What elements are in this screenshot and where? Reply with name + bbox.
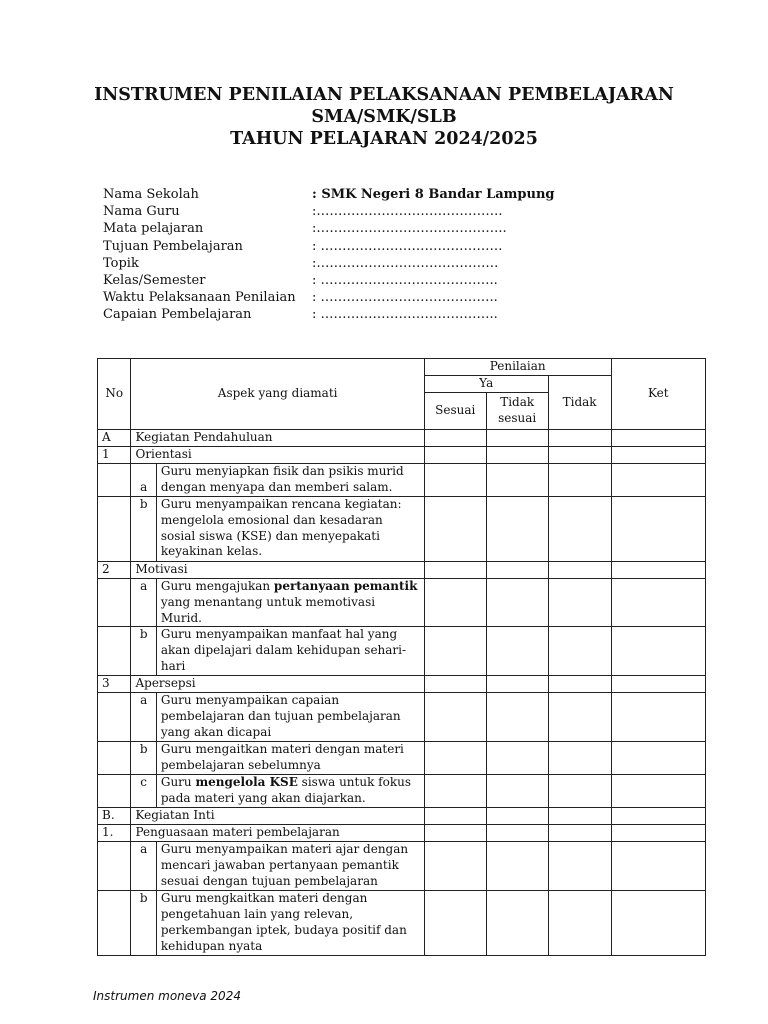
- cell-ket[interactable]: [611, 742, 705, 775]
- cell-ket[interactable]: [611, 891, 705, 955]
- row-no-empty: [98, 775, 131, 808]
- cell-tidak-sesuai[interactable]: [486, 775, 548, 808]
- table-row: [98, 825, 706, 842]
- assessment-table: [97, 358, 706, 956]
- cell-ket[interactable]: [611, 497, 705, 562]
- row-no: 1: [98, 447, 131, 464]
- cell-sesuai[interactable]: [424, 808, 486, 825]
- aspect-text-bold: pertanyaan pemantik: [273, 579, 418, 593]
- cell-tidak[interactable]: [548, 464, 611, 497]
- cell-sesuai[interactable]: [424, 693, 486, 742]
- row-no-empty: [98, 464, 131, 497]
- info-value: :……………………………………..: [312, 221, 507, 237]
- row-no-empty: [98, 627, 131, 676]
- cell-tidak[interactable]: [548, 430, 611, 447]
- cell-tidak-sesuai[interactable]: [486, 808, 548, 825]
- cell-ket[interactable]: [611, 627, 705, 676]
- cell-tidak-sesuai[interactable]: [486, 464, 548, 497]
- info-row-teacher: [103, 203, 554, 220]
- header-ket: Ket: [611, 359, 705, 430]
- cell-sesuai[interactable]: [424, 447, 486, 464]
- cell-tidak[interactable]: [548, 775, 611, 808]
- table-row: [98, 676, 706, 693]
- cell-ket[interactable]: [611, 842, 705, 891]
- info-label: Mata pelajaran: [103, 221, 204, 237]
- cell-tidak-sesuai[interactable]: [486, 891, 548, 955]
- info-row-subject: [103, 220, 554, 237]
- cell-tidak[interactable]: [548, 842, 611, 891]
- row-no-empty: [98, 842, 131, 891]
- cell-tidak[interactable]: [548, 693, 611, 742]
- table-row: [98, 447, 706, 464]
- cell-ket[interactable]: [611, 562, 705, 579]
- cell-tidak-sesuai[interactable]: [486, 676, 548, 693]
- cell-tidak[interactable]: [548, 808, 611, 825]
- cell-sesuai[interactable]: [424, 562, 486, 579]
- aspect-text: Guru menyampaikan rencana kegiatan: mengelola emosional dan kesadaran sosial siswa (KSE) dan menyepakati keyakinan kelas.: [156, 497, 424, 562]
- header-no: No: [98, 359, 131, 430]
- row-no: 1.: [98, 825, 131, 842]
- cell-ket[interactable]: [611, 579, 705, 627]
- table-row: [98, 579, 706, 627]
- table-row: [98, 464, 706, 497]
- table-row: [98, 693, 706, 742]
- cell-sesuai[interactable]: [424, 842, 486, 891]
- aspect-text-post: siswa untuk fokus pada materi yang akan diajarkan.: [160, 775, 411, 806]
- info-value: : …………………………………..: [312, 307, 498, 323]
- table-row: [98, 430, 706, 447]
- cell-tidak[interactable]: [548, 497, 611, 562]
- info-row-school: [103, 186, 554, 203]
- header-tidak: Tidak: [548, 376, 611, 430]
- info-label: Capaian Pembelajaran: [103, 307, 252, 323]
- row-no: B.: [98, 808, 131, 825]
- cell-tidak-sesuai[interactable]: [486, 627, 548, 676]
- page-footer: Instrumen moneva 2024: [93, 989, 241, 1003]
- info-row-achievement: [103, 306, 554, 323]
- section-title: Orientasi: [131, 447, 424, 464]
- aspect-text: Guru mengkaitkan materi dengan pengetahuan lain yang relevan, perkembangan iptek, budaya positif dan kehidupan nyata: [156, 891, 424, 955]
- info-value: : …………………………………..: [312, 290, 498, 306]
- row-no: A: [98, 430, 131, 447]
- row-no-empty: [98, 693, 131, 742]
- section-title: Kegiatan Inti: [131, 808, 424, 825]
- aspect-text: Guru menyampaikan manfaat hal yang akan dipelajari dalam kehidupan sehari-hari: [156, 627, 424, 676]
- info-label: Waktu Pelaksanaan Penilaian: [103, 290, 296, 306]
- header-tidak-sesuai: Tidak sesuai: [486, 393, 548, 430]
- cell-tidak[interactable]: [548, 447, 611, 464]
- cell-sesuai[interactable]: [424, 430, 486, 447]
- row-letter: a: [131, 464, 156, 497]
- row-letter: b: [131, 891, 156, 955]
- cell-sesuai[interactable]: [424, 579, 486, 627]
- table-row: [98, 775, 706, 808]
- row-no: 3: [98, 676, 131, 693]
- cell-tidak-sesuai[interactable]: [486, 497, 548, 562]
- row-letter: b: [131, 627, 156, 676]
- cell-sesuai[interactable]: [424, 627, 486, 676]
- row-letter: b: [131, 742, 156, 775]
- row-no-empty: [98, 742, 131, 775]
- header-sesuai: Sesuai: [424, 393, 486, 430]
- cell-ket[interactable]: [611, 464, 705, 497]
- cell-ket[interactable]: [611, 825, 705, 842]
- aspect-text: Guru menyampaikan materi ajar dengan mencari jawaban pertanyaan pemantik sesuai dengan tujuan pembelajaran: [156, 842, 424, 891]
- cell-ket[interactable]: [611, 447, 705, 464]
- header-aspek: Aspek yang diamati: [131, 359, 424, 430]
- cell-sesuai[interactable]: [424, 676, 486, 693]
- info-row-objective: [103, 238, 554, 255]
- cell-tidak[interactable]: [548, 627, 611, 676]
- table-row: [98, 842, 706, 891]
- cell-ket[interactable]: [611, 430, 705, 447]
- info-value: :……………………………………: [312, 255, 499, 271]
- aspect-text-bold: mengelola KSE: [195, 775, 298, 790]
- cell-sesuai[interactable]: [424, 742, 486, 775]
- cell-tidak-sesuai[interactable]: [486, 562, 548, 579]
- cell-ket[interactable]: [611, 693, 705, 742]
- document-title: [0, 84, 768, 150]
- table-row: [98, 742, 706, 775]
- row-letter: b: [131, 497, 156, 562]
- aspect-text: Guru mengaitkan materi dengan materi pembelajaran sebelumnya: [156, 742, 424, 775]
- row-letter: a: [131, 579, 156, 627]
- title-line-2: SMA/SMK/SLB: [311, 107, 457, 127]
- cell-tidak-sesuai[interactable]: [486, 842, 548, 891]
- section-title: Motivasi: [131, 562, 424, 579]
- info-value: :…………………………………….: [312, 204, 503, 220]
- aspect-text: Guru menyampaikan capaian pembelajaran dan tujuan pembelajaran yang akan dicapai: [156, 693, 424, 742]
- cell-tidak-sesuai[interactable]: [486, 693, 548, 742]
- info-label: Nama Guru: [103, 204, 180, 220]
- info-label: Kelas/Semester: [103, 273, 206, 289]
- cell-sesuai[interactable]: [424, 464, 486, 497]
- cell-tidak-sesuai[interactable]: [486, 447, 548, 464]
- table-row: [98, 562, 706, 579]
- cell-tidak-sesuai[interactable]: [486, 430, 548, 447]
- aspect-text: Guru menyiapkan fisik dan psikis murid dengan menyapa dan memberi salam.: [156, 464, 424, 497]
- info-label: Nama Sekolah: [103, 187, 199, 202]
- cell-tidak[interactable]: [548, 562, 611, 579]
- info-label: Tujuan Pembelajaran: [103, 238, 243, 254]
- table-row: [98, 497, 706, 562]
- row-no-empty: [98, 891, 131, 955]
- row-letter: c: [131, 775, 156, 808]
- cell-ket[interactable]: [611, 676, 705, 693]
- cell-sesuai[interactable]: [424, 891, 486, 955]
- cell-tidak[interactable]: [548, 825, 611, 842]
- table-row: [98, 627, 706, 676]
- cell-tidak[interactable]: [548, 891, 611, 955]
- aspect-text: [156, 579, 424, 627]
- section-title: Apersepsi: [131, 676, 424, 693]
- cell-sesuai[interactable]: [424, 825, 486, 842]
- section-title: Kegiatan Pendahuluan: [131, 430, 424, 447]
- header-penilaian: Penilaian: [424, 359, 611, 376]
- cell-tidak-sesuai[interactable]: [486, 742, 548, 775]
- cell-ket[interactable]: [611, 775, 705, 808]
- row-no-empty: [98, 497, 131, 562]
- row-no-empty: [98, 579, 131, 627]
- row-letter: a: [131, 693, 156, 742]
- info-value: : ……………………………………: [312, 238, 503, 254]
- aspect-text: [156, 775, 424, 808]
- aspect-text-post: yang menantang untuk memotivasi Murid.: [160, 594, 376, 625]
- cell-tidak-sesuai[interactable]: [486, 579, 548, 627]
- info-row-topic: [103, 255, 554, 272]
- info-row-time: [103, 289, 554, 306]
- title-line-3: TAHUN PELAJARAN 2024/2025: [230, 129, 538, 149]
- row-letter: a: [131, 842, 156, 891]
- cell-tidak[interactable]: [548, 579, 611, 627]
- cell-ket[interactable]: [611, 808, 705, 825]
- aspect-text-pre: Guru mengajukan: [160, 579, 274, 593]
- info-row-class: [103, 272, 554, 289]
- title-line-1: INSTRUMEN PENILAIAN PELAKSANAAN PEMBELAJARAN: [94, 85, 674, 105]
- row-no: 2: [98, 562, 131, 579]
- table-row: [98, 808, 706, 825]
- header-ya: Ya: [424, 376, 548, 393]
- aspect-text-pre: Guru: [160, 775, 196, 790]
- cell-tidak[interactable]: [548, 742, 611, 775]
- info-label: Topik: [103, 255, 139, 271]
- section-title: Penguasaan materi pembelajaran: [131, 825, 424, 842]
- cell-sesuai[interactable]: [424, 775, 486, 808]
- cell-sesuai[interactable]: [424, 497, 486, 562]
- cell-tidak-sesuai[interactable]: [486, 825, 548, 842]
- info-value: : SMK Negeri 8 Bandar Lampung: [312, 187, 555, 202]
- identity-info: [103, 186, 554, 324]
- table-row: [98, 891, 706, 955]
- info-value: : …………………………………..: [312, 273, 498, 289]
- cell-tidak[interactable]: [548, 676, 611, 693]
